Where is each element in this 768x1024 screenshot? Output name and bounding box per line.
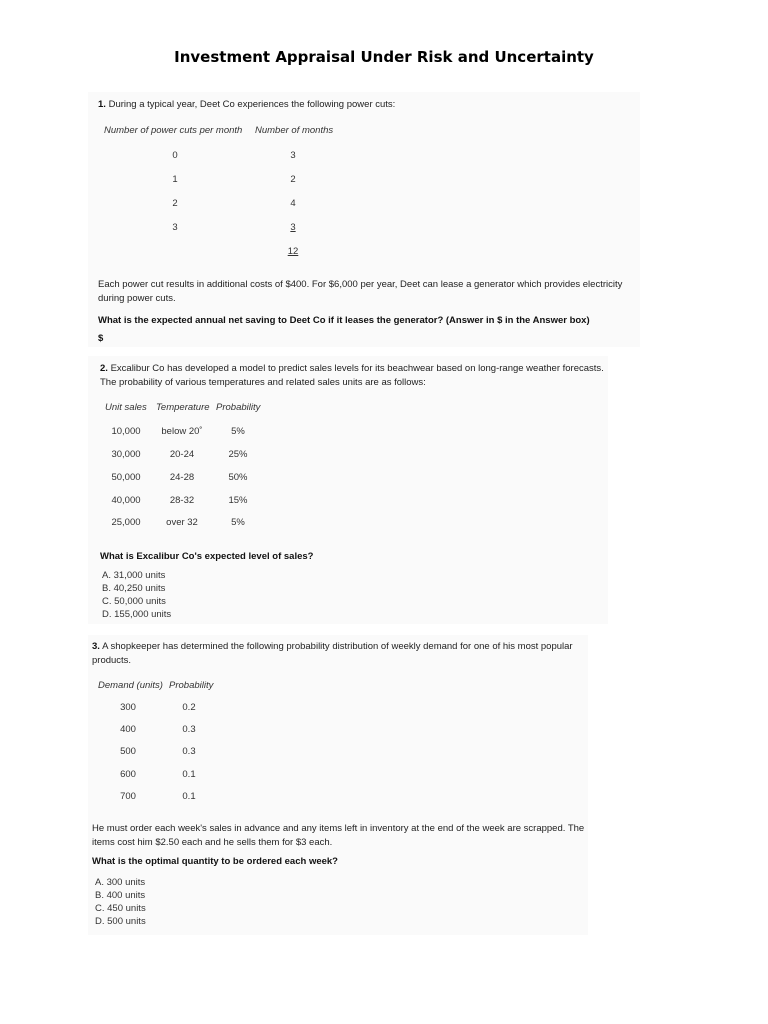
table-cell: 3 [172,222,178,233]
question-1 [88,92,640,347]
question-1-text: Each power cut results in additional costs of $400. For $6,000 per year, Deet can lease a generator which provides electricity during power cuts. [98,279,623,304]
table-cell: 40,000 [111,495,141,506]
table-cell: 20-24 [169,449,195,460]
question-text: During a typical year, Deet Co experiences the following power cuts: [108,99,396,110]
table-cell: 0.2 [182,702,196,713]
question-3-intro [92,640,586,654]
answer-option[interactable]: C. 450 units [95,903,146,914]
answer-option[interactable]: C. 50,000 units [102,596,166,607]
question-2-prompt: What is Excalibur Co's expected level of sales? [100,551,314,562]
answer-option[interactable]: B. 400 units [95,890,146,901]
table-cell: 24-28 [169,472,195,483]
table-cell: over 32 [166,517,198,528]
table-cell: 2 [172,198,178,209]
table-cell: 50,000 [111,472,141,483]
table-cell: 700 [120,791,136,802]
table-header: Probability [169,680,214,691]
table-header: Temperature [156,402,210,413]
question-3 [88,635,588,935]
question-3-text-2: items cost him $2.50 each and he sells them for $3 each. [92,837,333,848]
table-total: 12 [287,246,299,257]
table-cell: 1 [172,174,178,185]
table-cell: 600 [120,769,136,780]
table-cell: 0.3 [182,724,196,735]
table-header: Number of power cuts per month [104,125,243,136]
question-1-prompt: What is the expected annual net saving to Deet Co if it leases the generator? (Answer in $ in the Answer box) [98,315,590,326]
table-header: Probability [216,402,261,413]
question-text: A shopkeeper has determined the following probability distribution of weekly demand for one of his most popular [102,641,573,652]
table-cell: 25,000 [111,517,141,528]
table-cell: 0.1 [182,769,196,780]
table-header: Demand (units) [98,680,163,691]
table-cell: 3 [290,222,296,233]
table-cell: 15% [228,495,248,506]
question-2 [88,356,608,624]
question-number: 2. [100,363,108,374]
question-1-intro [98,98,395,112]
table-cell: 30,000 [111,449,141,460]
question-3-intro-2: products. [92,655,132,666]
question-number: 1. [98,99,106,110]
table-cell: below 20˚ [161,426,203,437]
table-cell: 50% [228,472,248,483]
question-text: Excalibur Co has developed a model to predict sales levels for its beachwear based on long-range weather forecasts. [110,363,604,374]
answer-option[interactable]: A. 31,000 units [102,570,166,581]
table-cell: 5% [231,517,245,528]
table-cell: 28-32 [169,495,195,506]
question-3-text: He must order each week's sales in advance and any items left in inventory at the end of the week are scrapped. The [92,823,585,834]
question-number: 3. [92,641,100,652]
table-cell: 25% [228,449,248,460]
table-cell: 10,000 [111,426,141,437]
table-cell: 400 [120,724,136,735]
table-cell: 500 [120,746,136,757]
table-cell: 0.3 [182,746,196,757]
question-2-intro [100,362,605,376]
answer-option[interactable]: B. 40,250 units [102,583,166,594]
question-2-intro-2: The probability of various temperatures and related sales units are as follows: [100,377,426,388]
table-cell: 3 [290,150,296,161]
question-3-prompt: What is the optimal quantity to be ordered each week? [92,856,338,867]
answer-option[interactable]: A. 300 units [95,877,146,888]
page-title: Investment Appraisal Under Risk and Uncertainty [174,48,594,66]
table-cell: 4 [290,198,296,209]
table-cell: 0 [172,150,178,161]
table-cell: 0.1 [182,791,196,802]
answer-option[interactable]: D. 500 units [95,916,146,927]
table-header: Unit sales [105,402,147,413]
table-cell: 300 [120,702,136,713]
answer-option[interactable]: D. 155,000 units [102,609,172,620]
answer-box-label: $ [98,333,104,344]
table-cell: 2 [290,174,296,185]
table-cell: 5% [231,426,245,437]
table-header: Number of months [255,125,334,136]
